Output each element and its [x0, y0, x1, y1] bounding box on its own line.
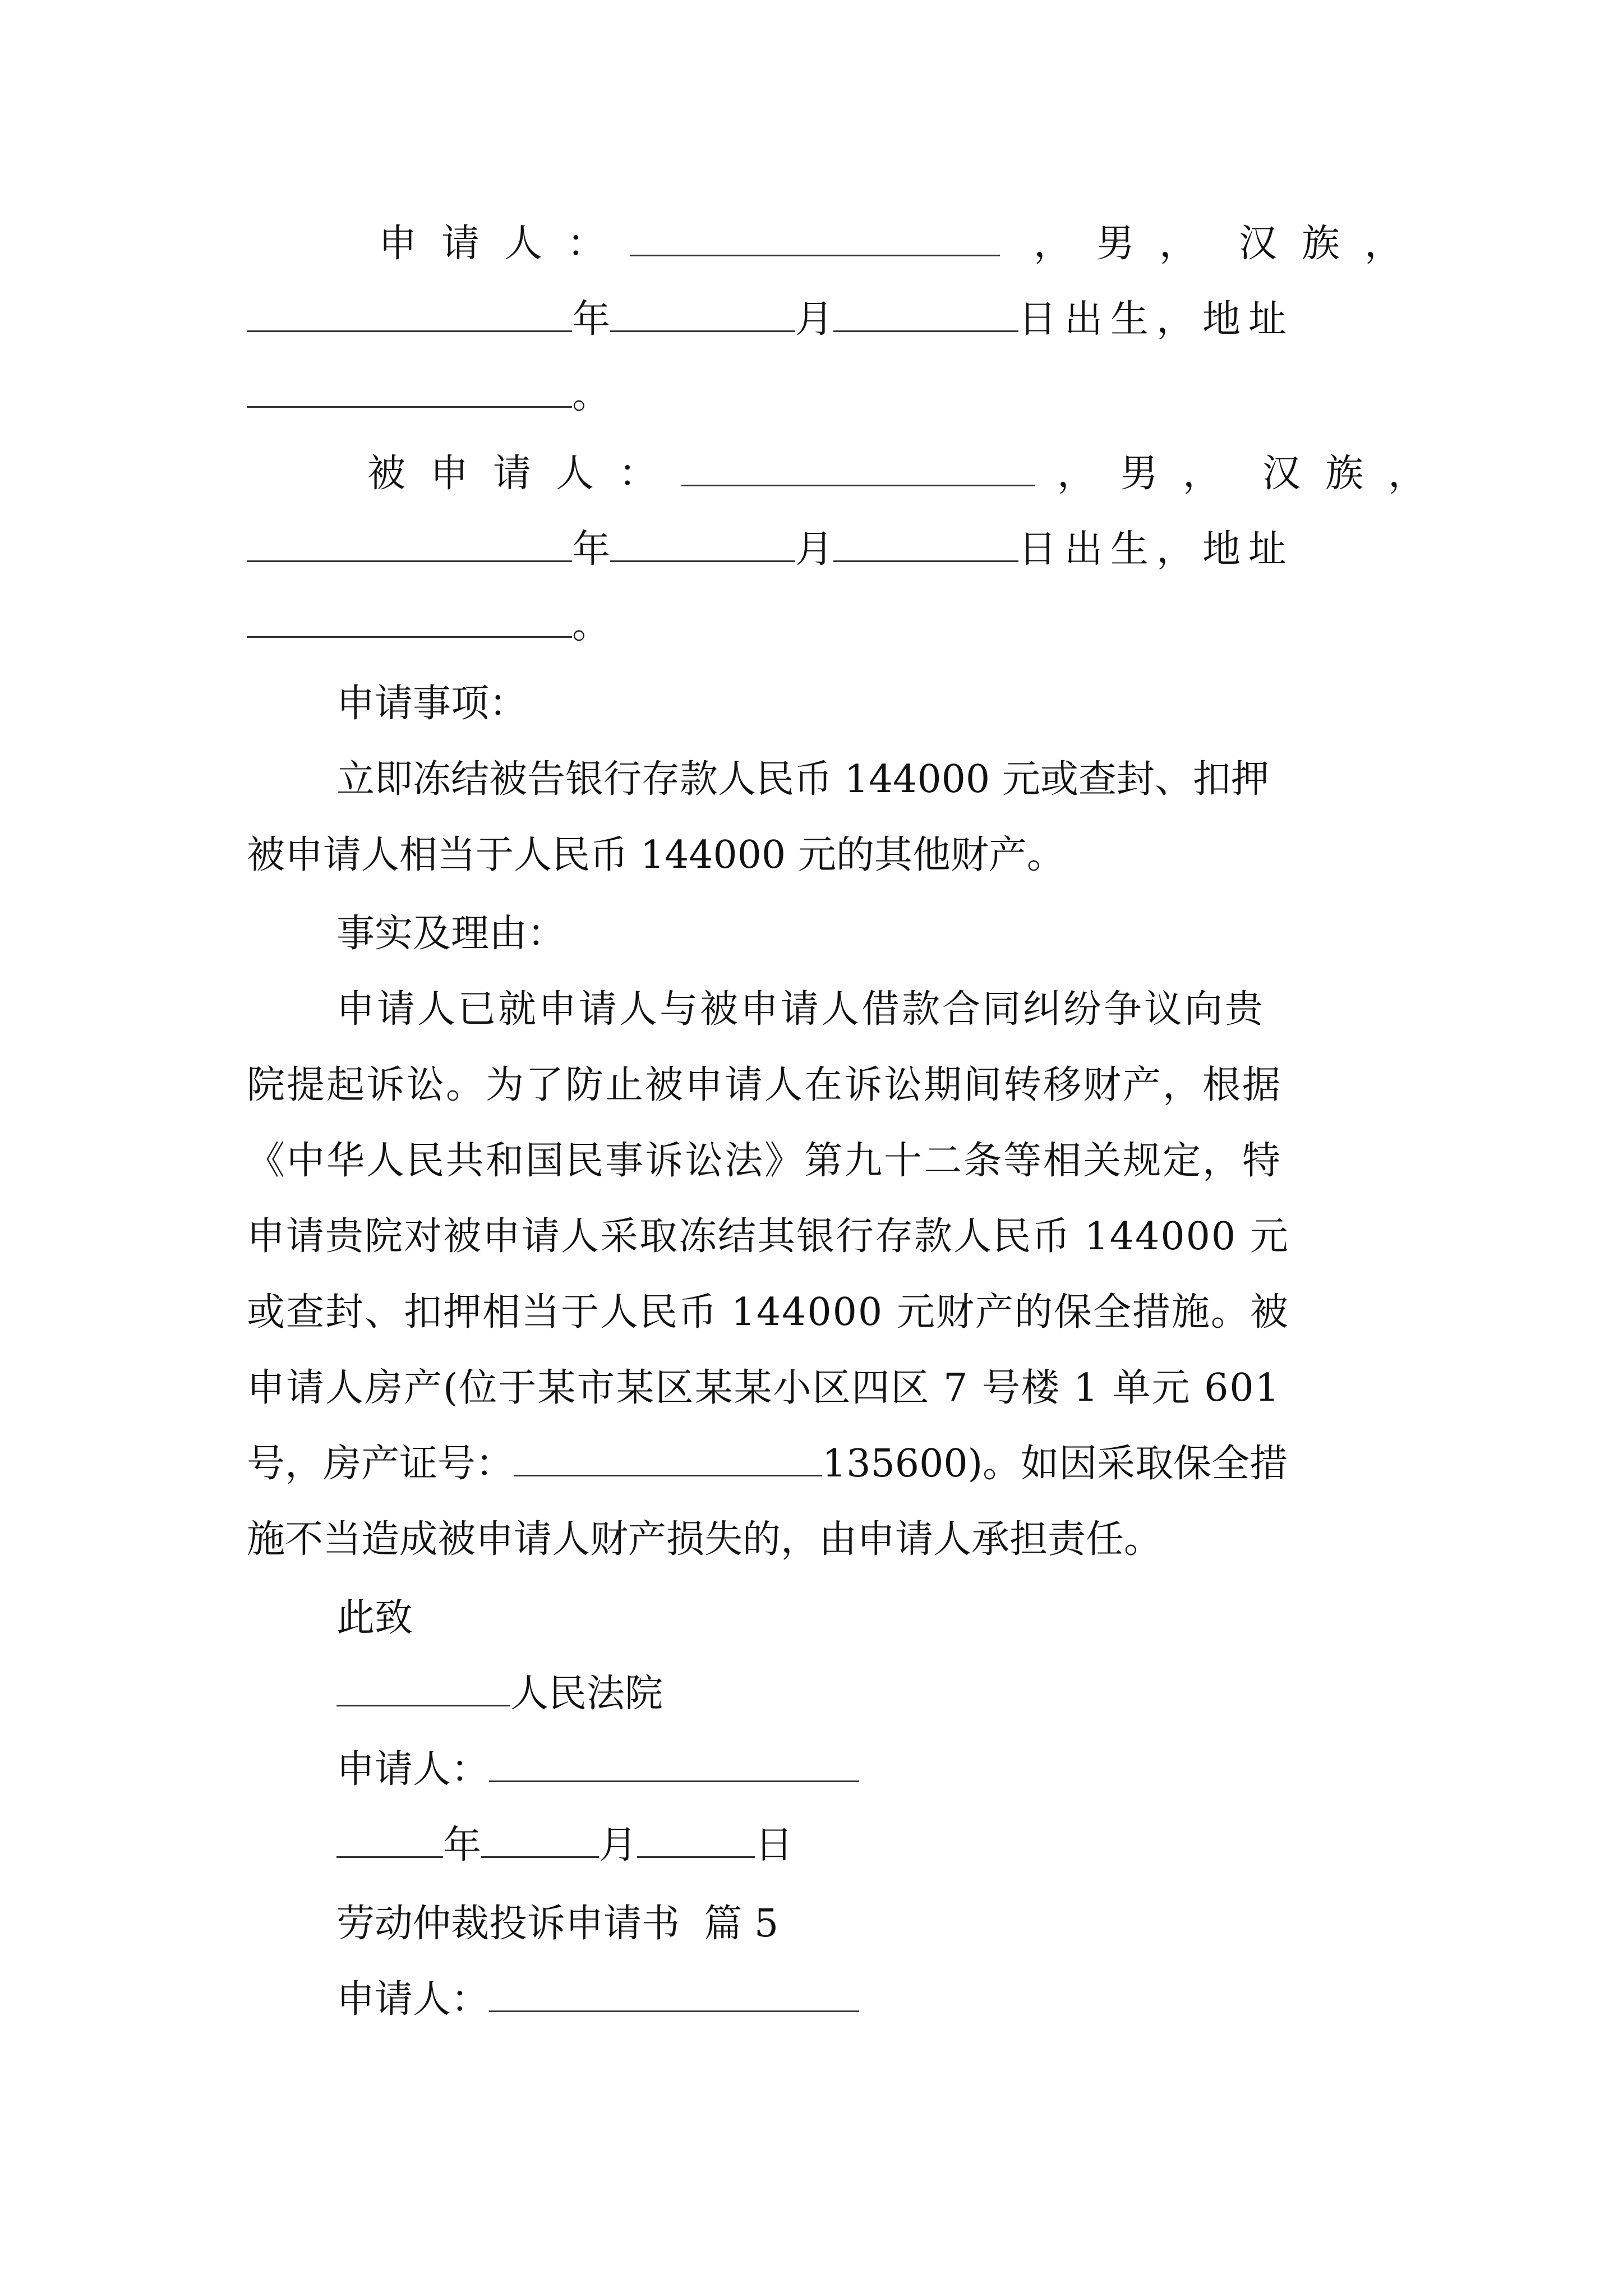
closing-day-blank — [637, 1817, 755, 1858]
respondent-birth-address: 日出生，地址 — [1018, 527, 1295, 572]
closing-month-blank — [481, 1817, 599, 1858]
respondent-birth-line — [247, 519, 1391, 581]
respondent-month-label: 月 — [795, 527, 834, 572]
salutation: 此致 — [336, 1596, 413, 1640]
applicant-day-blank — [833, 291, 1018, 332]
closing-date-line — [247, 1815, 1391, 1876]
matters-line-2: 被申请人相当于人民币 144000 元的其他财产。 — [247, 833, 1065, 877]
respondent-gender: ，男， — [1057, 452, 1246, 496]
respondent-address-line — [247, 595, 1391, 656]
applicant-address-line — [247, 365, 1391, 426]
applicant-name-blank — [630, 215, 1000, 256]
matters-line-1: 立即冻结被告银行存款人民币 144000 元或查封、扣押 — [336, 757, 1269, 802]
applicant-birth-address: 日出生，地址 — [1018, 297, 1295, 342]
respondent-label: 被申请人： — [367, 452, 682, 496]
respondent-month-blank — [610, 521, 795, 562]
facts-line-5: 或查封、扣押相当于人民币 144000 元财产的保全措施。被 — [247, 1290, 1289, 1335]
respondent-ethnicity: 汉族， — [1262, 452, 1451, 496]
facts-line-6: 申请人房产(位于某市某区某某小区四区 7 号楼 1 单元 601 — [247, 1366, 1280, 1410]
facts-heading: 事实及理由： — [336, 912, 566, 956]
property-cert-blank — [514, 1435, 822, 1476]
facts-line-7-suffix: 135600)。如因采取保全措 — [822, 1442, 1288, 1486]
closing-applicant-label: 申请人： — [336, 1747, 490, 1792]
next-applicant-blank — [489, 1971, 859, 2012]
applicant-gender: ，男， — [1034, 222, 1223, 266]
facts-line-3: 《中华人民共和国民事诉讼法》第九十二条等相关规定，特 — [247, 1139, 1283, 1183]
court-label: 人民法院 — [510, 1672, 663, 1716]
respondent-day-blank — [833, 521, 1018, 562]
matters-heading: 申请事项： — [336, 682, 528, 726]
applicant-line — [247, 213, 1428, 275]
closing-year-label: 年 — [443, 1823, 482, 1867]
closing-applicant-blank — [489, 1741, 859, 1782]
facts-line-2: 院提起诉讼。为了防止被申请人在诉讼期间转移财产，根据 — [247, 1063, 1283, 1107]
applicant-birth-line — [247, 289, 1391, 351]
closing-month-label: 月 — [599, 1823, 638, 1867]
facts-line-1: 申请人已就申请人与被申请人借款合同纠纷争议向贵 — [336, 987, 1266, 1032]
applicant-ethnicity: 汉族， — [1239, 222, 1428, 266]
court-name-blank — [336, 1665, 510, 1706]
next-applicant-line — [247, 1969, 1391, 2031]
respondent-year-blank — [247, 521, 572, 562]
respondent-address-blank — [247, 597, 572, 638]
facts-line-8: 施不当造成被申请人财产损失的，由申请人承担责任。 — [247, 1517, 1163, 1562]
respondent-line — [247, 443, 1451, 505]
respondent-year-label: 年 — [572, 527, 611, 572]
facts-line-7 — [247, 1433, 1391, 1495]
next-applicant-label: 申请人： — [336, 1977, 490, 2022]
applicant-label: 申请人： — [379, 222, 630, 266]
applicant-month-label: 月 — [795, 297, 834, 342]
facts-line-7-prefix: 号，房产证号： — [247, 1442, 514, 1486]
respondent-address-end: 。 — [572, 603, 611, 647]
closing-year-blank — [336, 1817, 443, 1858]
applicant-address-end: 。 — [572, 373, 611, 417]
applicant-year-label: 年 — [572, 297, 611, 342]
facts-line-4: 申请贵院对被申请人采取冻结其银行存款人民币 144000 元 — [247, 1214, 1289, 1259]
applicant-year-blank — [247, 291, 572, 332]
applicant-address-blank — [247, 367, 572, 408]
section-title: 劳动仲裁投诉申请书 篇 5 — [336, 1902, 779, 1946]
respondent-name-blank — [681, 445, 1035, 486]
closing-applicant-line — [247, 1739, 1391, 1801]
closing-day-label: 日 — [755, 1823, 794, 1867]
court-line — [247, 1663, 1391, 1725]
applicant-month-blank — [610, 291, 795, 332]
